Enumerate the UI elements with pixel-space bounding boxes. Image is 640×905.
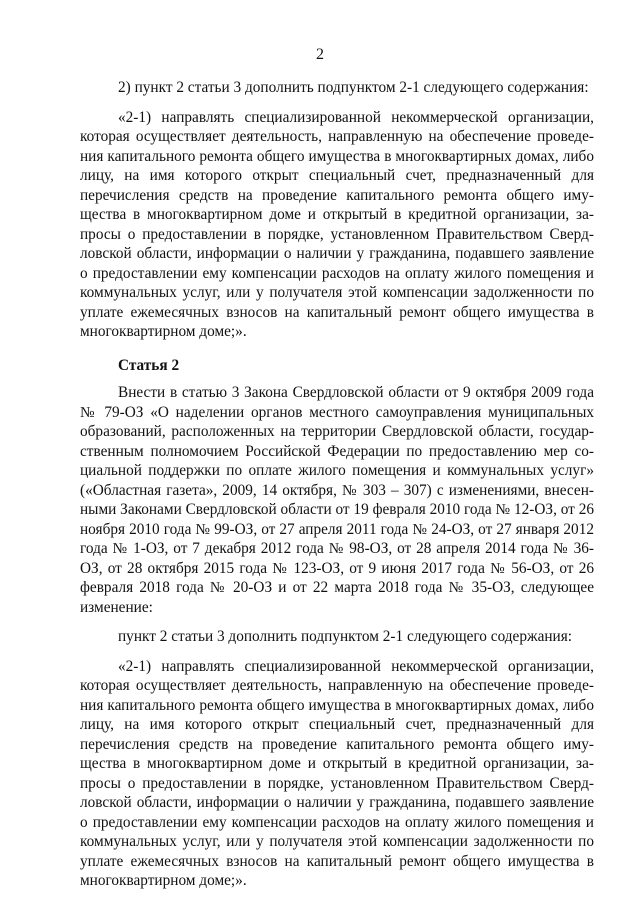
amendment-text-paragraph: «2-1) направлять специализированной некоммерческой организации, которая осуществляет деятельность, направленную на обеспечение проведения капитального ремонта общего имущества в многоквартирных домах, либо лицу, на имя которого открыт специальный счет, предназначенный для перечисления средств на проведение капитального ремонта общего имущества в многоквартирном доме и открытый в кредитной организации, запросы о предоставлении в порядке, установленном Правительством Свердловской области, информации о наличии у гражданина, подавшего заявление о предоставлении ему компенсации расходов на оплату жилого помещения и коммунальных услуг, или у получателя этой компенсации задолженности по уплате ежемесячных взносов на капитальный ремонт общего имущества в многоквартирном доме;». — [80, 108, 594, 340]
amendment-text-paragraph-2: «2-1) направлять специализированной некоммерческой организации, которая осуществляет деятельность, направленную на обеспечение проведения капитального ремонта общего имущества в многоквартирных домах, либо лицу, на имя которого открыт специальный счет, предназначенный для перечисления средств на проведение капитального ремонта общего имущества в многоквартирном доме и открытый в кредитной организации, запросы о предоставлении в порядке, установленном Правительством Свердловской области, информации о наличии у гражданина, подавшего заявление о предоставлении ему компенсации расходов на оплату жилого помещения и коммунальных услуг, или у получателя этой компенсации задолженности по уплате ежемесячных взносов на капитальный ремонт общего имущества в многоквартирном доме;». — [80, 657, 594, 889]
article-body-paragraph: Внести в статью 3 Закона Свердловской области от 9 октября 2009 года № 79-ОЗ «О наделении органов местного самоуправления муниципальных образований, расположенных на территории Свердловской области, государственным полномочием Российской Федерации по предоставлению мер социальной поддержки по оплате жилого помещения и коммунальных услуг» («Областная газета», 2009, 14 октября, № 303 – 307) с изменениями, внесенными Законами Свердловской области от 19 февраля 2010 года № 12-ОЗ, от 26 ноября 2010 года № 99-ОЗ, от 27 апреля 2011 года № 24-ОЗ, от 27 января 2012 года № 1-ОЗ, от 7 декабря 2012 года № 98-ОЗ, от 28 апреля 2014 года № 36-ОЗ, от 28 октября 2015 года № 123-ОЗ, от 9 июня 2017 года № 56-ОЗ, от 26 февраля 2018 года № 20-ОЗ и от 22 марта 2018 года № 35-ОЗ, следующее изменение: — [80, 384, 594, 616]
page-number: 2 — [316, 46, 324, 63]
amendment-intro-paragraph: 2) пункт 2 статьи 3 дополнить подпунктом 2-1 следующего содержания: — [118, 79, 589, 96]
article-heading: Статья 2 — [118, 356, 180, 374]
document-body — [80, 78, 594, 901]
amendment-intro-paragraph-2: пункт 2 статьи 3 дополнить подпунктом 2-1 следующего содержания: — [118, 628, 573, 645]
